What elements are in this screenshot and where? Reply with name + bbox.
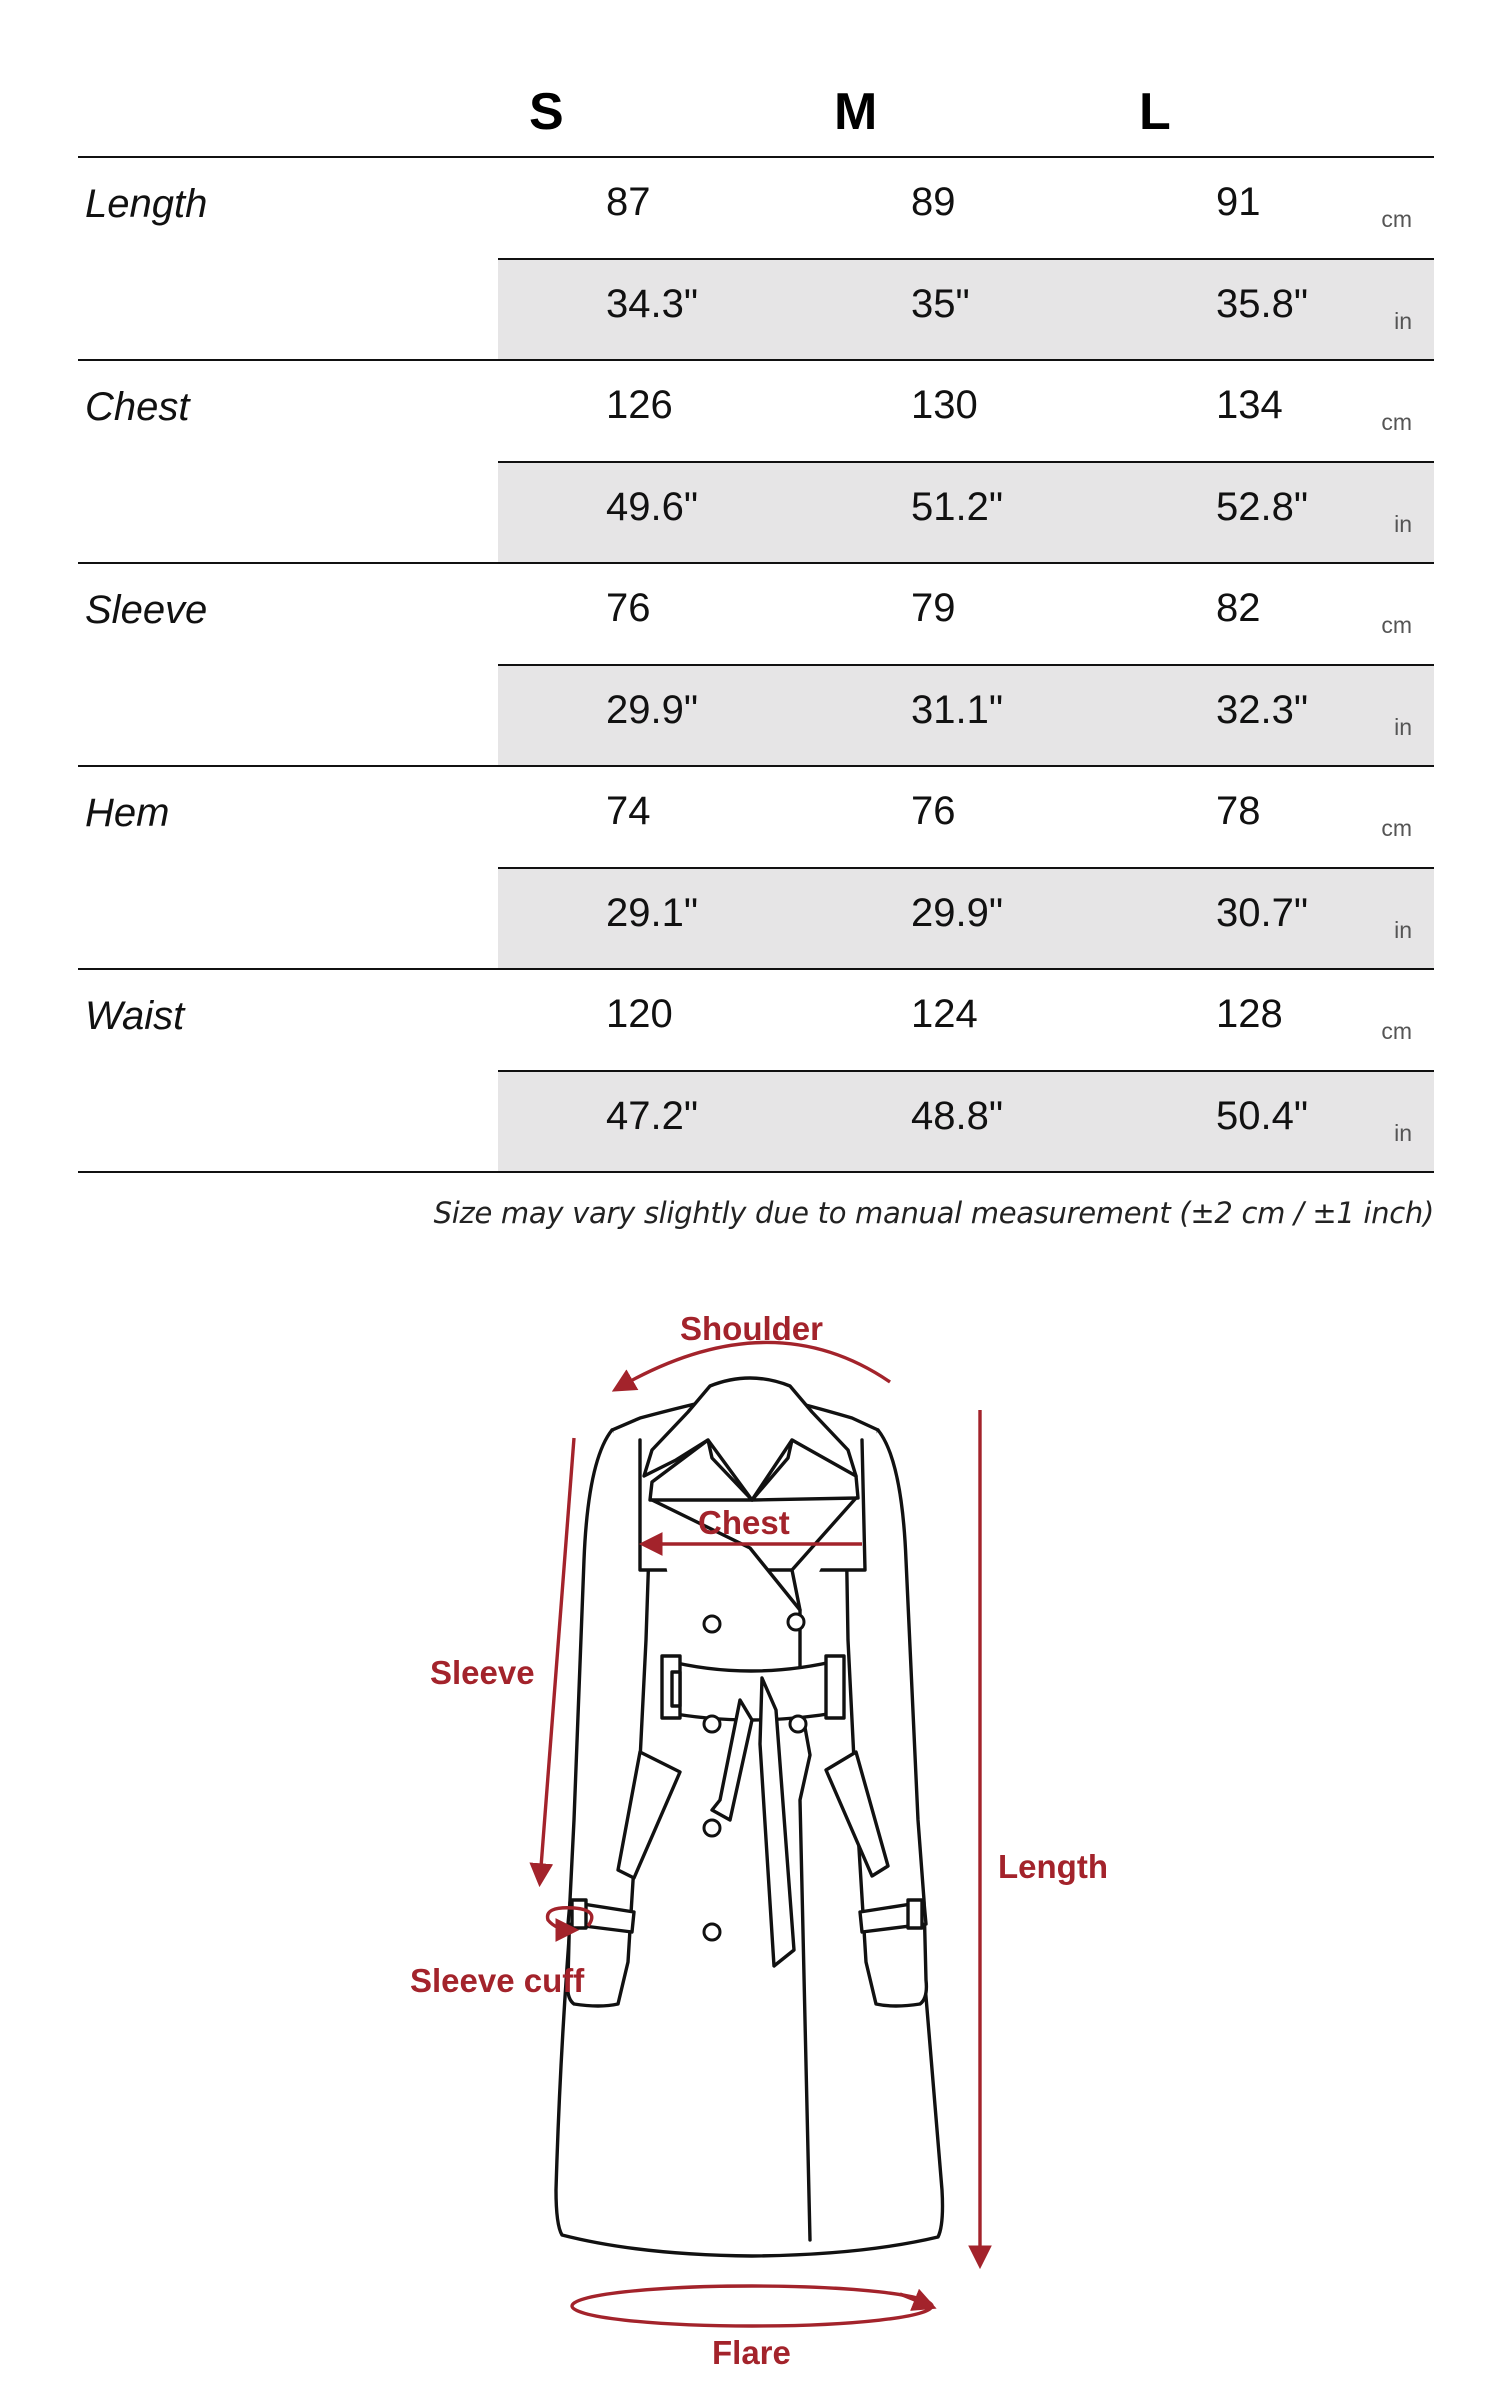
in-values bbox=[498, 260, 1434, 360]
unit-cm: cm bbox=[1381, 409, 1412, 435]
value-l-cm: 78 bbox=[1216, 789, 1261, 833]
in-values bbox=[498, 666, 1434, 766]
unit-in: in bbox=[1394, 917, 1412, 943]
unit-cm: cm bbox=[1381, 815, 1412, 841]
measure-label: Chest bbox=[85, 385, 190, 429]
measure-row-chest bbox=[78, 361, 1434, 564]
measure-label: Length bbox=[85, 182, 208, 226]
in-values bbox=[498, 1072, 1434, 1172]
unit-in: in bbox=[1394, 308, 1412, 334]
sleeve-arrow bbox=[540, 1438, 574, 1880]
value-m-cm: 89 bbox=[911, 180, 956, 224]
unit-cm: cm bbox=[1381, 612, 1412, 638]
cm-values bbox=[498, 361, 1434, 461]
flare-ellipse bbox=[572, 2286, 932, 2326]
value-m-cm: 79 bbox=[911, 586, 956, 630]
value-m-cm: 130 bbox=[911, 383, 978, 427]
value-m-cm: 124 bbox=[911, 992, 978, 1036]
value-m-in: 31.1" bbox=[911, 688, 1004, 732]
shoulder-label: Shoulder bbox=[680, 1310, 824, 1347]
value-s-cm: 120 bbox=[606, 992, 673, 1036]
cm-values bbox=[498, 970, 1434, 1070]
unit-in: in bbox=[1394, 511, 1412, 537]
unit-cm: cm bbox=[1381, 1018, 1412, 1044]
chest-label: Chest bbox=[698, 1504, 790, 1541]
measurement-footnote: Size may vary slightly due to manual measurement (±2 cm / ±1 inch) bbox=[433, 1196, 1434, 1230]
measure-label: Waist bbox=[85, 994, 185, 1038]
sleeve-cuff-label: Sleeve cuff bbox=[410, 1962, 585, 1999]
cm-values bbox=[498, 564, 1434, 664]
value-l-in: 52.8" bbox=[1216, 485, 1309, 529]
size-header-row bbox=[78, 60, 1434, 158]
value-l-in: 32.3" bbox=[1216, 688, 1309, 732]
value-l-cm: 128 bbox=[1216, 992, 1283, 1036]
value-l-in: 30.7" bbox=[1216, 891, 1309, 935]
length-label: Length bbox=[998, 1848, 1108, 1885]
unit-in: in bbox=[1394, 714, 1412, 740]
in-values bbox=[498, 463, 1434, 563]
value-s-in: 34.3" bbox=[606, 282, 699, 326]
value-m-in: 48.8" bbox=[911, 1094, 1004, 1138]
value-l-cm: 91 bbox=[1216, 180, 1261, 224]
cm-values bbox=[498, 767, 1434, 867]
measure-label: Hem bbox=[85, 791, 170, 835]
value-l-in: 50.4" bbox=[1216, 1094, 1309, 1138]
value-m-in: 35" bbox=[911, 282, 970, 326]
size-l-header: L bbox=[1139, 83, 1171, 141]
value-s-cm: 74 bbox=[606, 789, 651, 833]
value-l-cm: 82 bbox=[1216, 586, 1261, 630]
size-s-header: S bbox=[529, 83, 564, 141]
value-s-cm: 126 bbox=[606, 383, 673, 427]
in-values bbox=[498, 869, 1434, 969]
unit-cm: cm bbox=[1381, 206, 1412, 232]
measure-row-sleeve bbox=[78, 564, 1434, 767]
measurement-rows bbox=[78, 158, 1434, 1173]
flare-label: Flare bbox=[712, 2334, 791, 2371]
value-s-in: 47.2" bbox=[606, 1094, 699, 1138]
measure-row-length bbox=[78, 158, 1434, 361]
value-m-cm: 76 bbox=[911, 789, 956, 833]
value-l-in: 35.8" bbox=[1216, 282, 1309, 326]
measure-label: Sleeve bbox=[85, 588, 208, 632]
value-m-in: 51.2" bbox=[911, 485, 1004, 529]
coat-measurement-diagram bbox=[0, 1260, 1500, 2400]
size-m-header: M bbox=[834, 83, 878, 141]
value-s-in: 29.9" bbox=[606, 688, 699, 732]
coat-illustration bbox=[0, 1260, 1500, 2400]
value-s-in: 49.6" bbox=[606, 485, 699, 529]
value-s-cm: 76 bbox=[606, 586, 651, 630]
unit-in: in bbox=[1394, 1120, 1412, 1146]
measure-row-hem bbox=[78, 767, 1434, 970]
row-rule bbox=[78, 1171, 1434, 1173]
value-l-cm: 134 bbox=[1216, 383, 1283, 427]
value-m-in: 29.9" bbox=[911, 891, 1004, 935]
size-table bbox=[78, 60, 1434, 1146]
cm-values bbox=[498, 158, 1434, 258]
sleeve-label: Sleeve bbox=[430, 1654, 535, 1691]
measure-row-waist bbox=[78, 970, 1434, 1173]
value-s-in: 29.1" bbox=[606, 891, 699, 935]
value-s-cm: 87 bbox=[606, 180, 651, 224]
